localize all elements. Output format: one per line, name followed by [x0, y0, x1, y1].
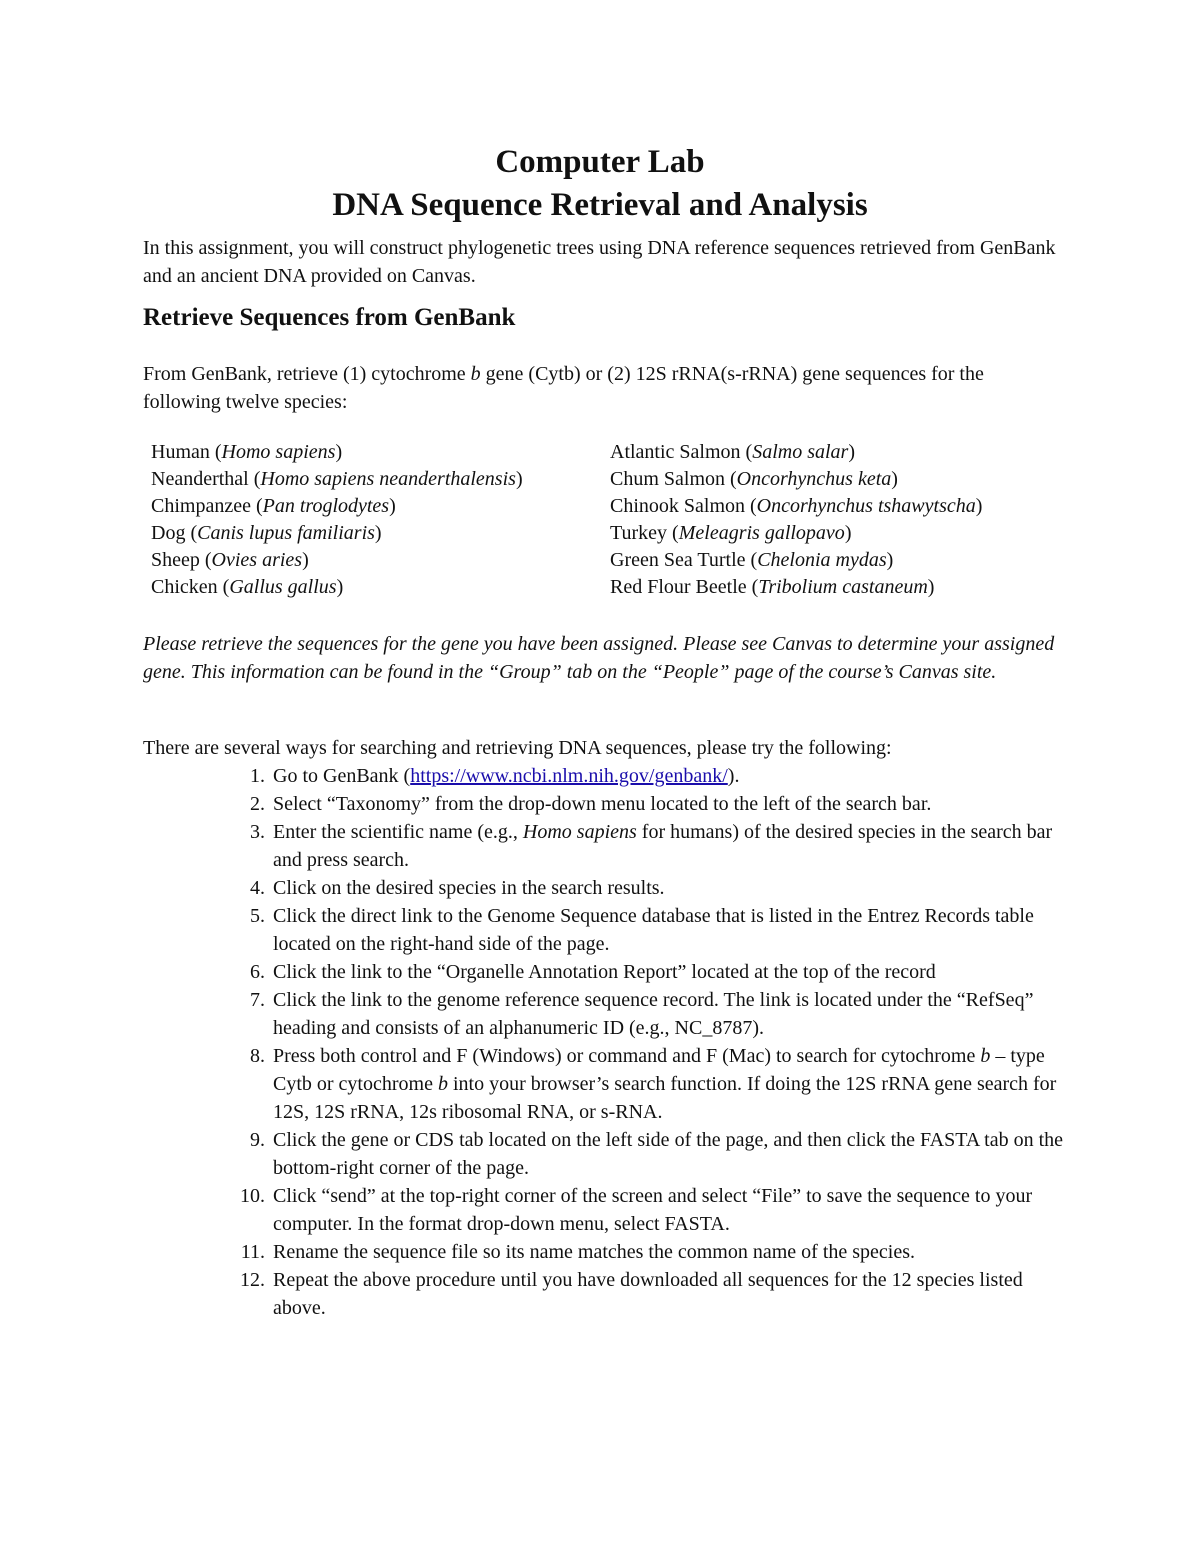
page-title: Computer Lab — [495, 144, 705, 180]
step-item: 1. Go to GenBank (https://www.ncbi.nlm.nih.gov/genbank/). — [250, 765, 740, 787]
species-item: Sheep (Ovies aries) — [151, 549, 309, 571]
intro-paragraph: In this assignment, you will construct phylogenetic trees using DNA reference sequences retrieved from GenBank and an ancient DNA provided on Canvas. — [143, 237, 1056, 287]
species-item: Human (Homo sapiens) — [151, 441, 343, 463]
step-item: 5. Click the direct link to the Genome Sequence database that is listed in the Entrez Records table located on the right-hand side of the page. — [250, 905, 1034, 955]
species-item: Chicken (Gallus gallus) — [151, 576, 344, 598]
step-item: 7. Click the link to the genome reference sequence record. The link is located under the “RefSeq” heading and consists of an alphanumeric ID (e.g., NC_8787). — [250, 989, 1034, 1039]
species-item: Red Flour Beetle (Tribolium castaneum) — [610, 576, 935, 598]
retrieve-paragraph: From GenBank, retrieve (1) cytochrome b gene (Cytb) or (2) 12S rRNA(s-rRNA) gene sequences for the following twelve species: — [143, 363, 984, 413]
step-item: 6. Click the link to the “Organelle Annotation Report” located at the top of the record — [250, 961, 936, 983]
step-item: 9. Click the gene or CDS tab located on the left side of the page, and then click the FASTA tab on the bottom-right corner of the page. — [250, 1129, 1064, 1179]
step-item: 2. Select “Taxonomy” from the drop-down menu located to the left of the search bar. — [250, 793, 932, 815]
page-subtitle: DNA Sequence Retrieval and Analysis — [332, 187, 868, 223]
species-item: Neanderthal (Homo sapiens neanderthalensis) — [151, 468, 523, 490]
ways-intro: There are several ways for searching and retrieving DNA sequences, please try the following: — [143, 737, 892, 759]
step-item: 11. Rename the sequence file so its name matches the common name of the species. — [240, 1241, 916, 1263]
species-item: Atlantic Salmon (Salmo salar) — [610, 441, 855, 463]
step-item: 10. Click “send” at the top-right corner of the screen and select “File” to save the sequence to your computer. In the format drop-down menu, select FASTA. — [240, 1185, 1033, 1235]
instruction-steps — [143, 762, 1073, 1322]
species-item: Turkey (Meleagris gallopavo) — [610, 522, 852, 544]
species-item: Chum Salmon (Oncorhynchus keta) — [610, 468, 898, 490]
section-heading: Retrieve Sequences from GenBank — [143, 304, 516, 331]
species-list-right — [610, 439, 982, 601]
species-item: Chinook Salmon (Oncorhynchus tshawytscha) — [610, 495, 983, 517]
genbank-link[interactable]: https://www.ncbi.nlm.nih.gov/genbank/ — [410, 765, 728, 787]
step-item: 3. Enter the scientific name (e.g., Homo sapiens for humans) of the desired species in the search bar and press search. — [250, 821, 1053, 871]
step-item: 12. Repeat the above procedure until you have downloaded all sequences for the 12 species listed above. — [240, 1269, 1023, 1319]
assignment-note: Please retrieve the sequences for the gene you have been assigned. Please see Canvas to determine your assigned gene. This information can be found in the “Group” tab on the “People” page of the course’s Canvas site. — [143, 633, 1055, 683]
species-item: Dog (Canis lupus familiaris) — [151, 522, 382, 544]
species-item: Green Sea Turtle (Chelonia mydas) — [610, 549, 894, 571]
step-item: 8. Press both control and F (Windows) or command and F (Mac) to search for cytochrome b – type Cytb or cytochrome b into your browser’s search function. If doing the 12S rRNA gene search for 12S, 12S rRNA, 12s ribosomal RNA, or s-RNA. — [250, 1045, 1057, 1123]
species-item: Chimpanzee (Pan troglodytes) — [151, 495, 396, 517]
species-list-left — [151, 439, 523, 601]
step-item: 4. Click on the desired species in the search results. — [250, 877, 665, 899]
